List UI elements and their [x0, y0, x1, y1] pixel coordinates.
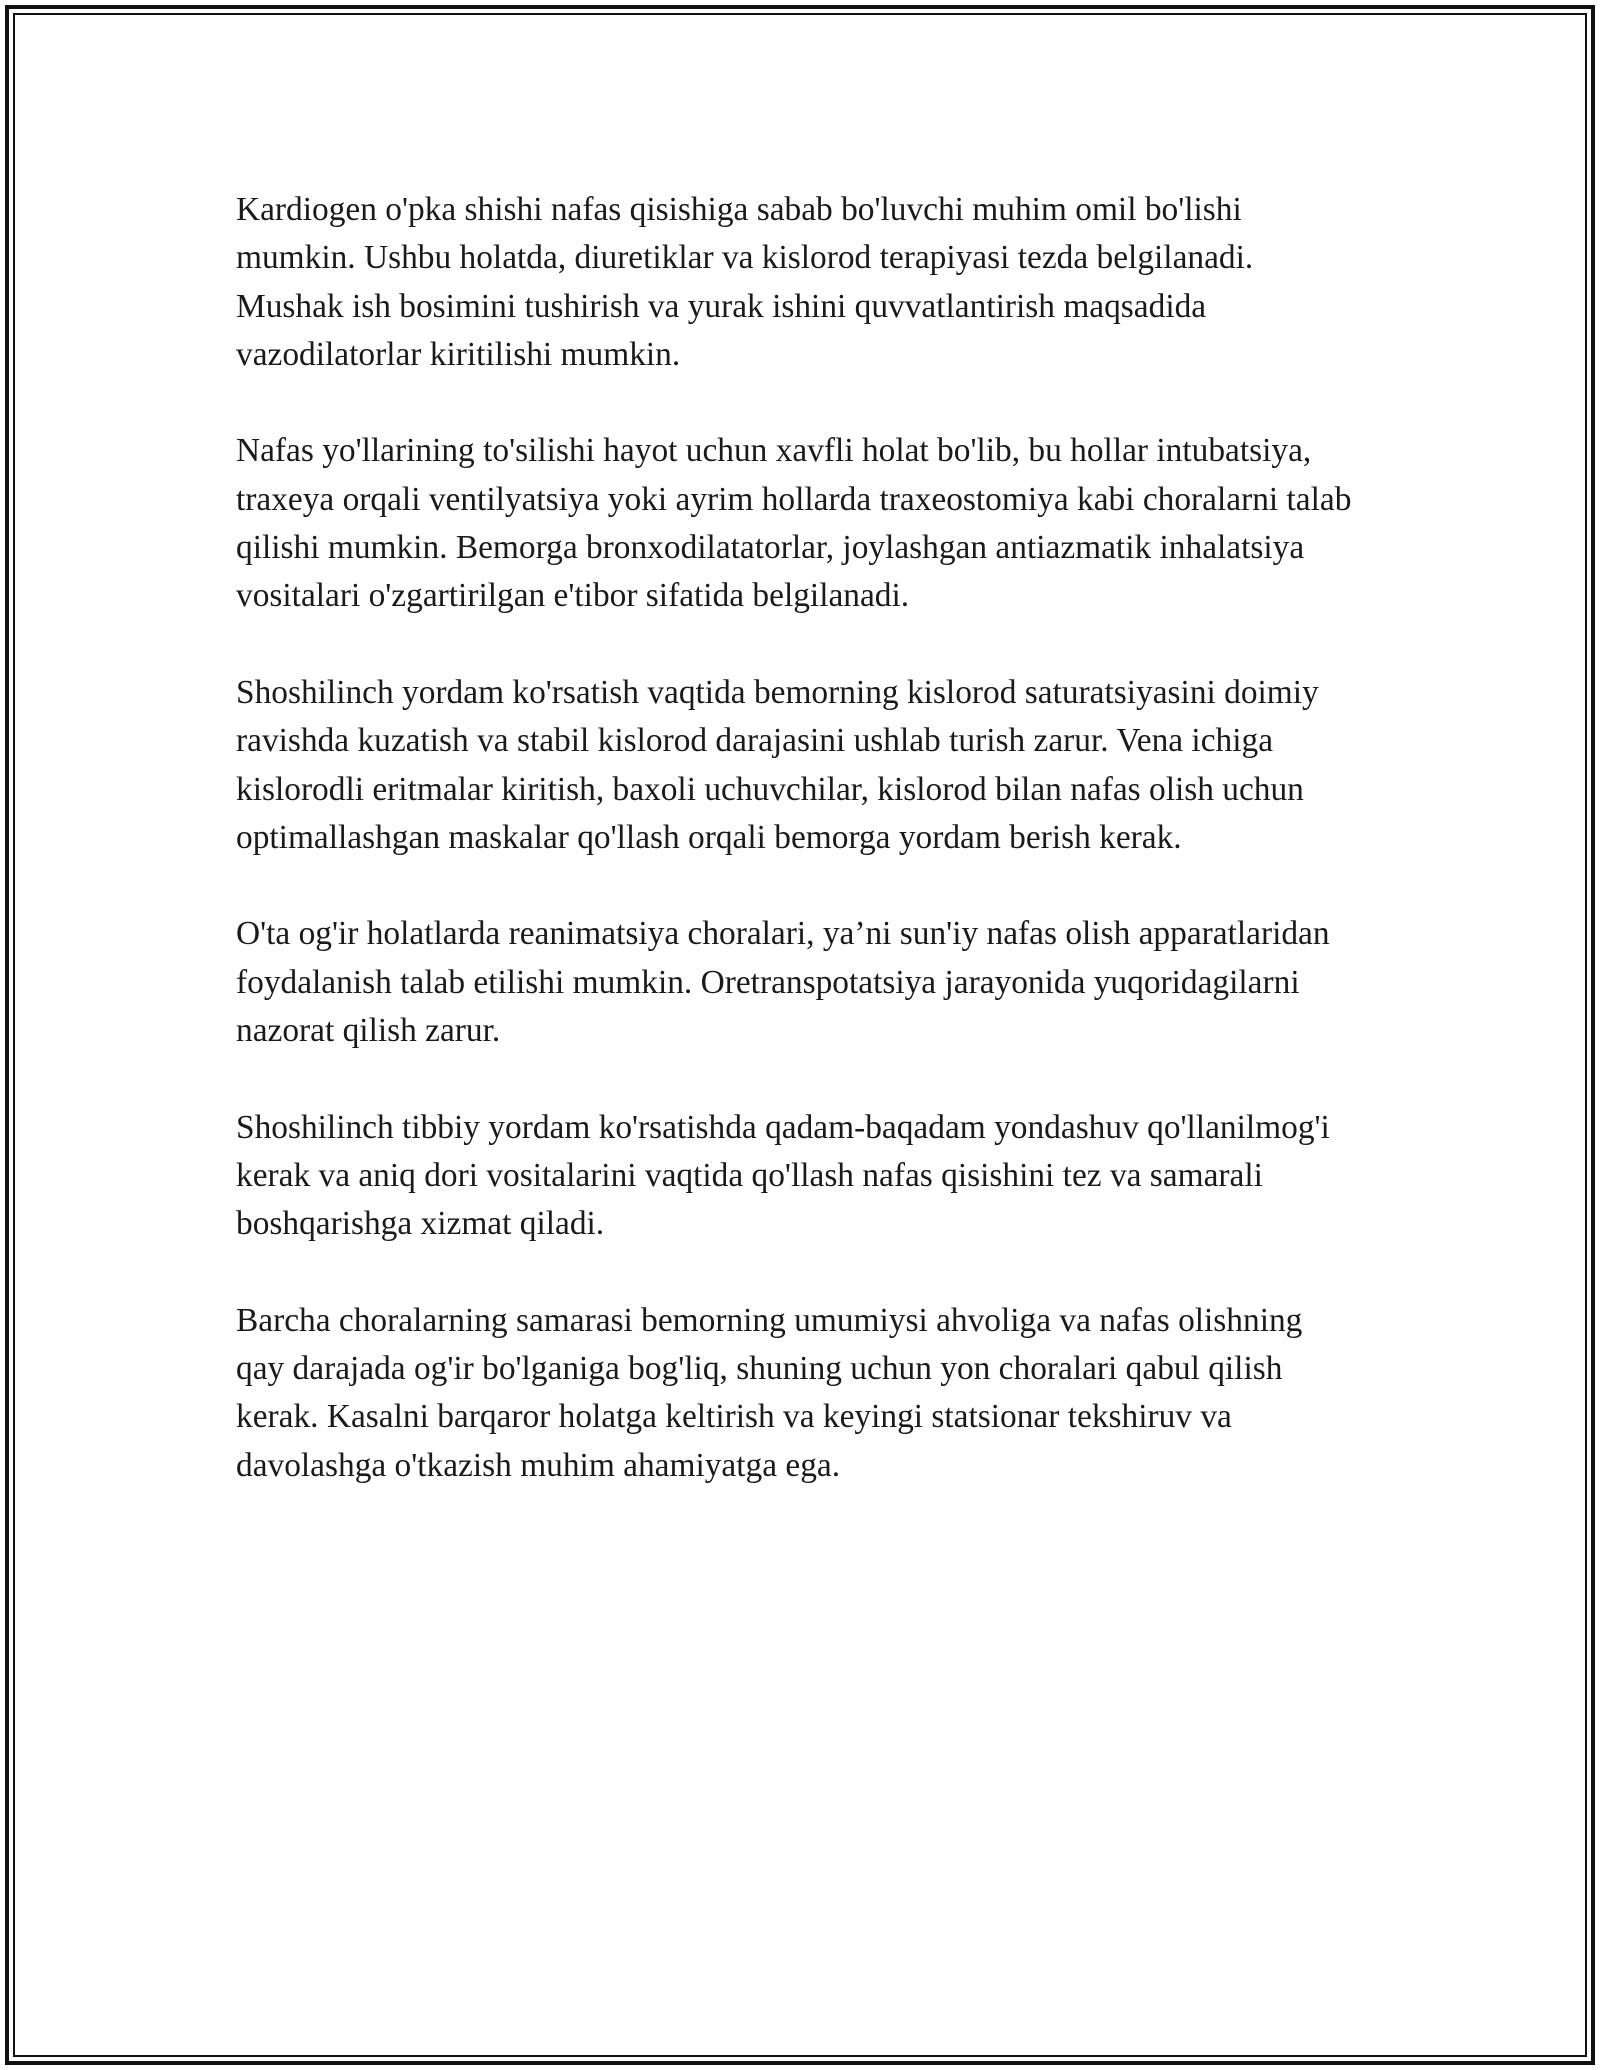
paragraph-cardiogenic-edema: Kardiogen o'pka shishi nafas qisishiga sabab bo'luvchi muhim omil bo'lishi mumkin. Ushbu holatda, diuretiklar va kislorod terapiyasi tezda belgilanadi. Mushak ish bosimini tushirish va yurak ishini quvvatlantirish maqsadida vazodilatorlar kiritilishi mumkin.: [236, 191, 1254, 373]
paragraph-resuscitation: O'ta og'ir holatlarda reanimatsiya choralari, ya’ni sun'iy nafas olish apparatlaridan foydalanish talab etilishi mumkin. Oretranspotatsiya jarayonida yuqoridagilarni nazorat qilish zarur.: [236, 915, 1330, 1050]
paragraph-oxygen-monitoring: Shoshilinch yordam ko'rsatish vaqtida bemorning kislorod saturatsiyasini doimiy ravishda kuzatish va stabil kislorod darajasini ushlab turish zarur. Vena ichiga kislorodli eritmalar kiritish, baxoli uchuvchilar, kislorod bilan nafas olish uchun optimallashgan maskalar qo'llash orqali bemorga yordam berish kerak.: [236, 673, 1319, 856]
document-body: [236, 186, 1356, 1538]
paragraph-stepwise-approach: Shoshilinch tibbiy yordam ko'rsatishda qadam-baqadam yondashuv qo'llanilmog'i kerak va aniq dori vositalarini vaqtida qo'llash nafas qisishini tez va samarali boshqarishga xizmat qiladi.: [236, 1108, 1330, 1243]
paragraph-overall-outcome: Barcha choralarning samarasi bemorning umumiysi ahvoliga va nafas olishning qay darajada og'ir bo'lganiga bog'liq, shuning uchun yon choralari qabul qilish kerak. Kasalni barqaror holatga keltirish va keyingi statsionar tekshiruv va davolashga o'tkazish muhim ahamiyatga ega.: [236, 1301, 1303, 1484]
paragraph-airway-obstruction: Nafas yo'llarining to'silishi hayot uchun xavfli holat bo'lib, bu hollar intubatsiya, traxeya orqali ventilyatsiya yoki ayrim hollarda traxeostomiya kabi choralarni talab qilishi mumkin. Bemorga bronxodilatatorlar, joylashgan antiazmatik inhalatsiya vositalari o'zgartirilgan e'tibor sifatida belgilanadi.: [236, 432, 1352, 615]
